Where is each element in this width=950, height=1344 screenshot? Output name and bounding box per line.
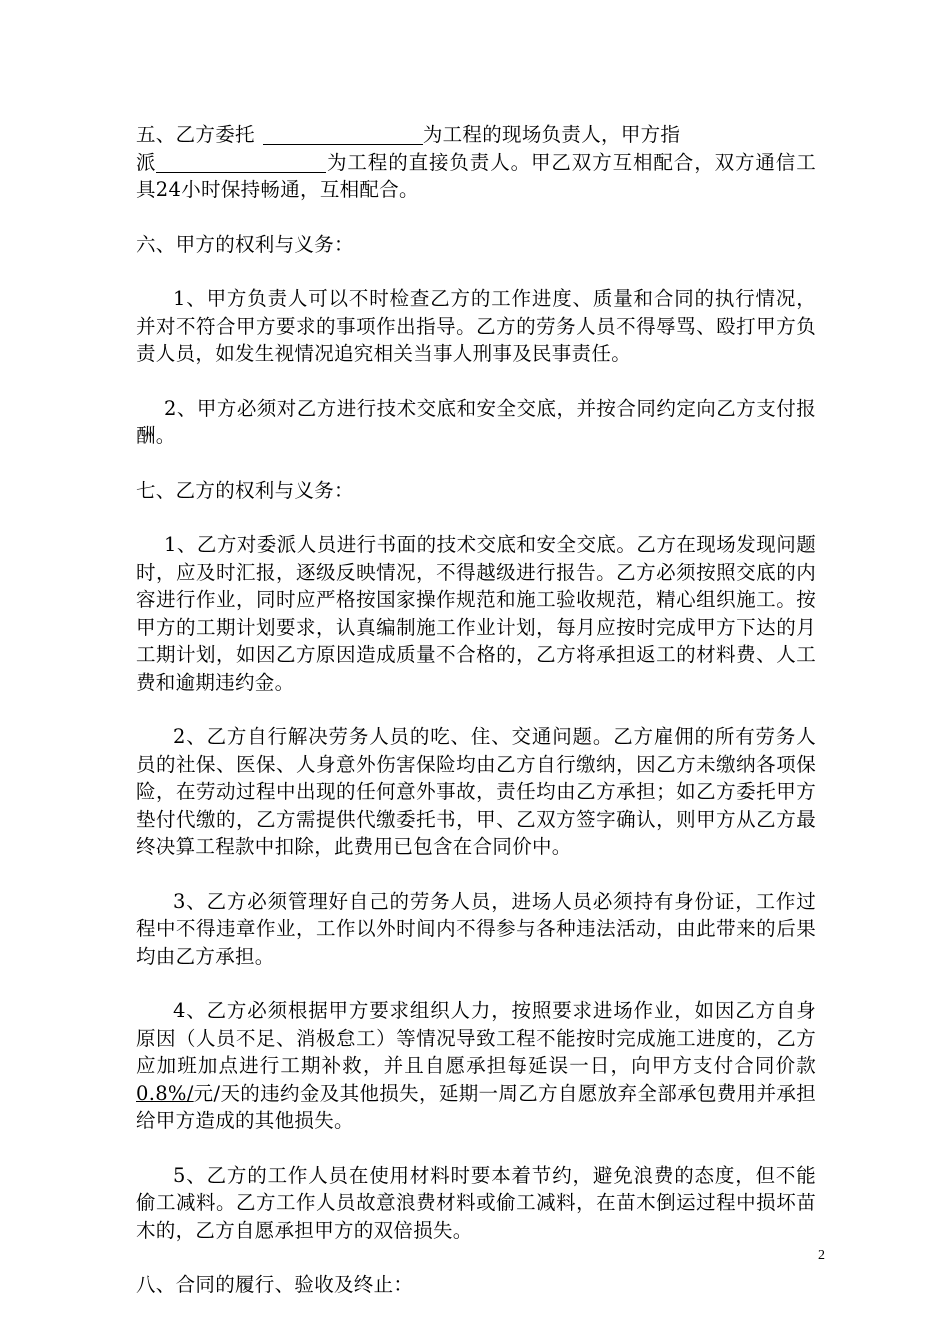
section-7-item-4 <box>136 997 816 1135</box>
document-body <box>136 121 816 1326</box>
section-7-item-4-after: 元/天的违约金及其他损失，延期一周乙方自愿放弃全部承包费用并承担给甲方造成的其他损失。 <box>136 1081 816 1132</box>
section-7-item-4-before: 4、乙方必须根据甲方要求组织人力，按照要求进场作业，如因乙方自身原因（人员不足、消极怠工）等情况导致工程不能按时完成施工进度的，乙方应加班加点进行工期补救，并且自愿承担每延误一日，向甲方支付合同价款 <box>136 999 816 1077</box>
direct-manager-blank <box>156 152 326 173</box>
clause-5 <box>136 121 816 204</box>
section-6-item-1: 1、甲方负责人可以不时检查乙方的工作进度、质量和合同的执行情况，并对不符合甲方要求的事项作出指导。乙方的劳务人员不得辱骂、殴打甲方负责人员，如发生视情况追究相关当事人刑事及民事责任。 <box>136 287 816 365</box>
page-number: 2 <box>818 1248 825 1263</box>
clause-5-lead: 五、乙方委托 <box>136 123 255 146</box>
section-7-heading: 七、乙方的权利与义务： <box>136 478 354 502</box>
clause-5-mid1: 为工程的现场负责人，甲方指 <box>422 123 681 146</box>
section-7-item-5: 5、乙方的工作人员在使用材料时要本着节约，避免浪费的态度，但不能偷工减料。乙方工作人员故意浪费材料或偷工减料，在苗木倒运过程中损坏苗木的，乙方自愿承担甲方的双倍损失。 <box>136 1163 816 1242</box>
section-7-item-2: 2、乙方自行解决劳务人员的吃、住、交通问题。乙方雇佣的所有劳务人员的社保、医保、人身意外伤害保险均由乙方自行缴纳，因乙方未缴纳各项保险，在劳动过程中出现的任何意外事故，责任均由乙方承担；如乙方委托甲方垫付代缴的，乙方需提供代缴委托书，甲、乙双方签字确认，则甲方从乙方最终决算工程款中扣除，此费用已包含在合同价中。 <box>136 725 816 858</box>
section-6-item-2: 2、甲方必须对乙方进行技术交底和安全交底，并按合同约定向乙方支付报酬。 <box>136 396 816 447</box>
section-8-heading: 八、合同的履行、验收及终止： <box>136 1273 414 1296</box>
clause-5-line2a: 派 <box>136 150 157 174</box>
section-7-item-1: 1、乙方对委派人员进行书面的技术交底和安全交底。乙方在现场发现问题时，应及时汇报，逐级反映情况，不得越级进行报告。乙方必须按照交底的内容进行作业，同时应严格按国家操作规范和施工验收规范，精心组织施工。按甲方的工期计划要求，认真编制施工作业计划，每月应按时完成甲方下达的月工期计划，如因乙方原因造成质量不合格的，乙方将承担返工的材料费、人工费和逾期违约金。 <box>136 533 816 694</box>
clause-5-mid2: 为工程的直接负责人。甲乙双方互相配合，双方通信工具24小时保持畅通，互相配合。 <box>136 150 816 201</box>
site-manager-blank <box>263 124 423 145</box>
penalty-rate: 0.8%/ <box>136 1081 194 1105</box>
section-6-heading: 六、甲方的权利与义务： <box>136 232 354 256</box>
section-7-item-3: 3、乙方必须管理好自己的劳务人员，进场人员必须持有身份证，工作过程中不得违章作业，工作以外时间内不得参与各种违法活动，由此带来的后果均由乙方承担。 <box>136 889 816 968</box>
